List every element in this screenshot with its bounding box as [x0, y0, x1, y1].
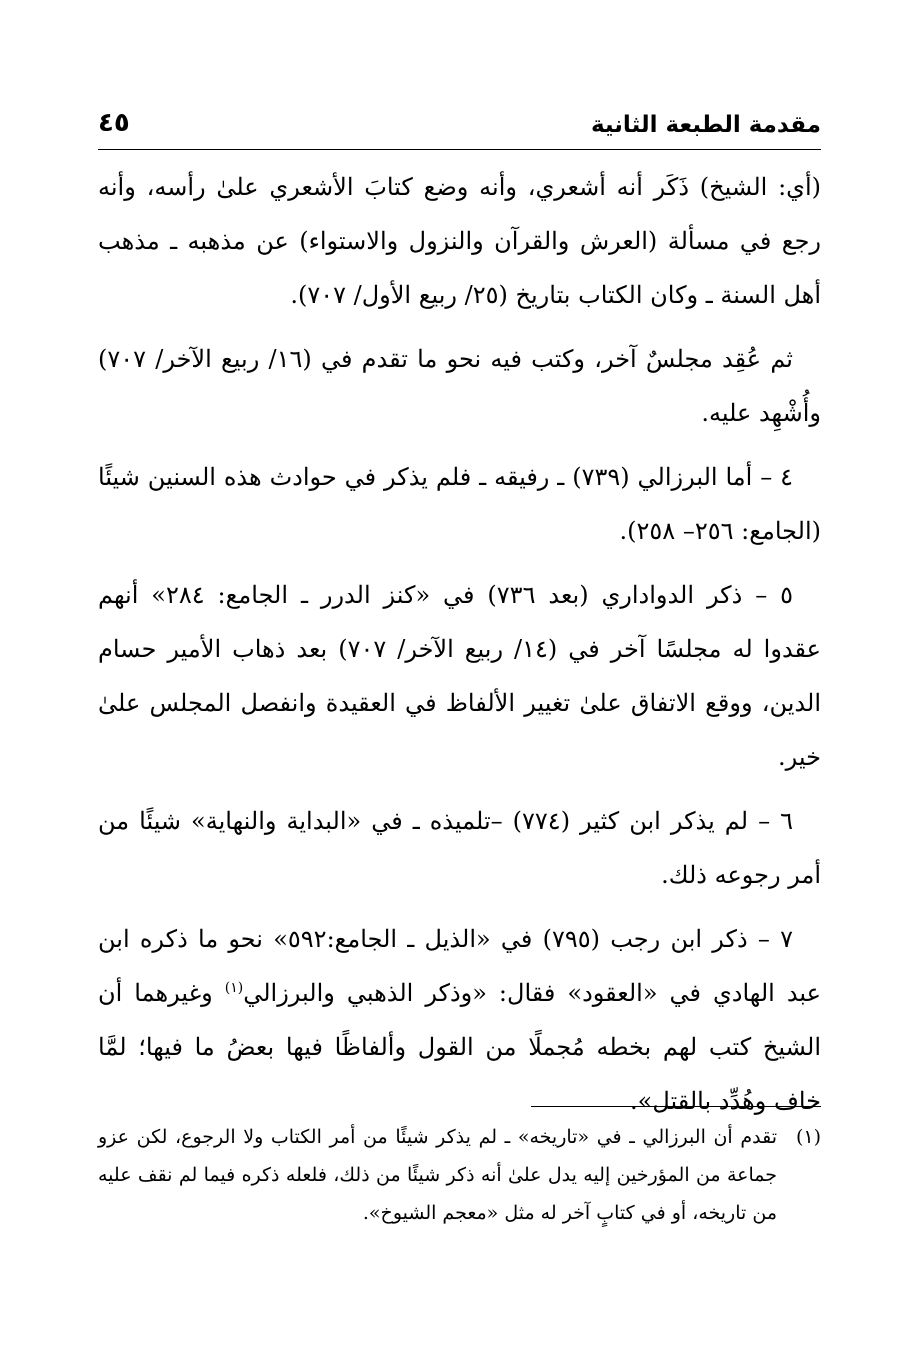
page-number: ٤٥ — [98, 108, 130, 138]
paragraph-2: ثم عُقِد مجلسٌ آخر، وكتب فيه نحو ما تقدم في (١٦/ ربيع الآخر/ ٧٠٧) وأُشْهِد عليه. — [98, 345, 821, 427]
footnote-item — [98, 1118, 821, 1232]
footnote-text: تقدم أن البرزالي ـ في «تاريخه» ـ لم يذكر شيئًا من أمر الكتاب ولا الرجوع، لكن عزو جماعة من المؤرخين إليه يدل علىٰ أنه ذكر شيئًا من ذلك، فلعله ذكره فيما لم نقف عليه من تاريخه، أو في كتابٍ آخر له مثل «معجم الشيوخ». — [98, 1126, 777, 1224]
paragraph-5: ٦ – لم يذكر ابن كثير (٧٧٤) –تلميذه ـ في «البداية والنهاية» شيئًا من أمر رجوعه ذلك. — [98, 807, 821, 889]
main-text — [98, 160, 821, 1138]
footnote-reference[interactable]: (١) — [224, 980, 244, 996]
footnote-divider — [531, 1106, 821, 1107]
page-header — [98, 108, 821, 148]
paragraph-1: (أي: الشيخ) ذَكَر أنه أشعري، وأنه وضع كتابَ الأشعري علىٰ رأسه، وأنه رجع في مسألة (العرش والقرآن والنزول والاستواء) عن مذهبه ـ مذهب أهل السنة ـ وكان الكتاب بتاريخ (٢٥/ ربيع الأول/ ٧٠٧). — [98, 173, 821, 309]
paragraph-6-part-2: وغيرهما أن الشيخ كتب لهم بخطه مُجملًا من القول وألفاظًا فيها بعضُ ما فيها؛ لمَّا خاف وهُدِّد بالقتل». — [98, 979, 821, 1115]
header-divider — [98, 149, 821, 150]
paragraph-3: ٤ – أما البرزالي (٧٣٩) ـ رفيقه ـ فلم يذكر في حوادث هذه السنين شيئًا (الجامع: ٢٥٦– ٢٥٨). — [98, 463, 821, 545]
paragraph-6-part-1: ٧ – ذكر ابن رجب (٧٩٥) في «الذيل ـ الجامع:٥٩٢» نحو ما ذكره ابن عبد الهادي في «العقود» فقال: «وذكر الذهبي والبرزالي — [98, 925, 821, 1007]
footnotes-section — [98, 1118, 821, 1232]
paragraph-6 — [98, 912, 821, 1128]
paragraph-4: ٥ – ذكر الدواداري (بعد ٧٣٦) في «كنز الدرر ـ الجامع: ٢٨٤» أنهم عقدوا له مجلسًا آخر في (١٤/ ربيع الآخر/ ٧٠٧) بعد ذهاب الأمير حسام الدين، ووقع الاتفاق علىٰ تغيير الألفاظ في العقيدة وانفصل المجلس علىٰ خير. — [98, 581, 822, 771]
footnote-marker: (١) — [795, 1126, 821, 1148]
running-title: مقدمة الطبعة الثانية — [590, 112, 821, 138]
